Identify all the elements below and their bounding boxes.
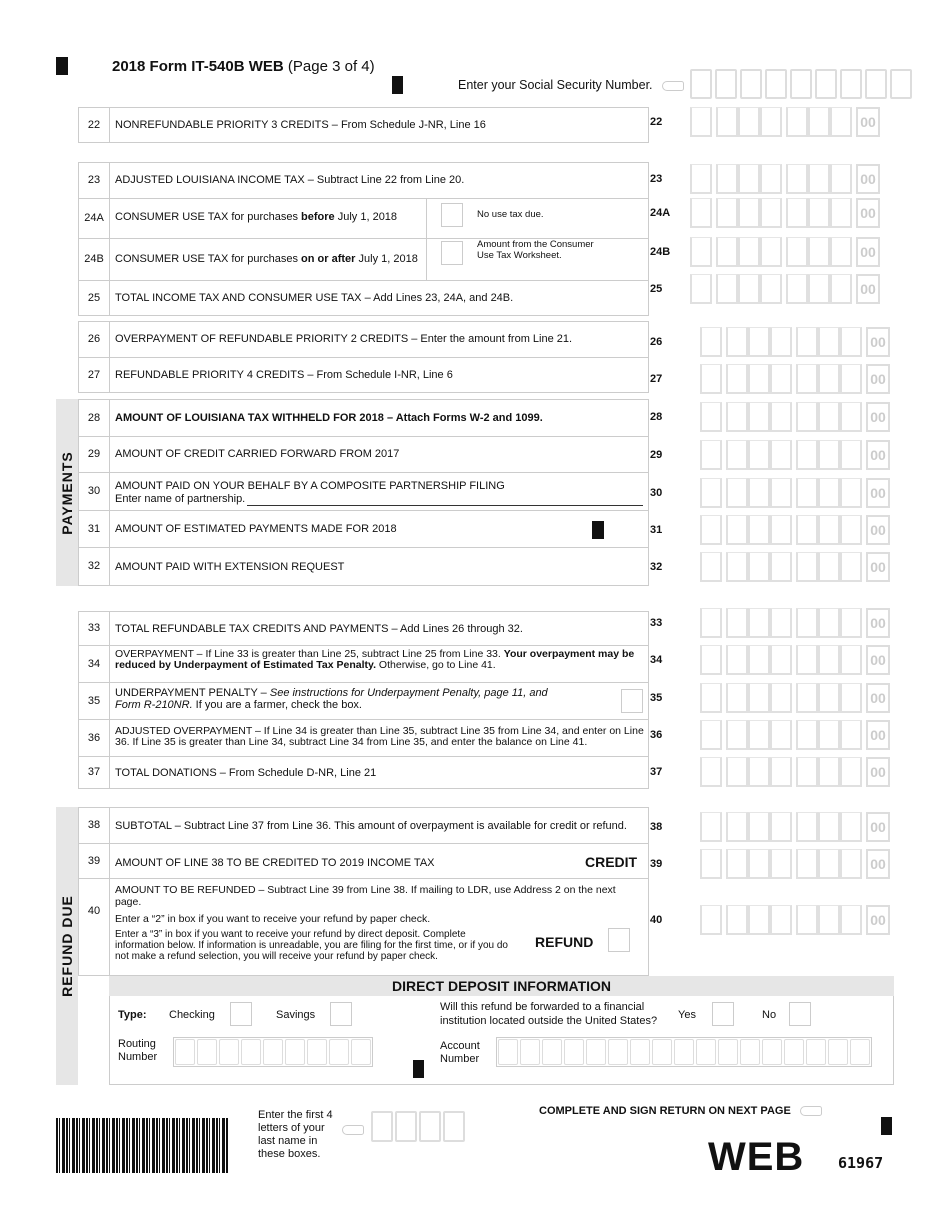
line-text: TOTAL INCOME TAX AND CONSUMER USE TAX – Add Lines 23, 24A, and 24B. (115, 292, 514, 304)
line-number-right: 35 (650, 692, 663, 704)
line-35-row (78, 682, 649, 720)
line-text: SUBTOTAL – Subtract Line 37 from Line 36. This amount of overpayment is available for credit or refund. (115, 820, 627, 832)
amount-input[interactable] (700, 478, 890, 508)
registration-mark (592, 521, 604, 539)
last-name-input[interactable] (371, 1111, 465, 1142)
no-use-tax-label: No use tax due. (477, 209, 544, 220)
amount-input[interactable] (700, 552, 890, 582)
line-number: 25 (79, 281, 110, 315)
web-label: WEB (708, 1135, 805, 1179)
line-number: 34 (79, 646, 110, 682)
cents-box: 00 (866, 608, 890, 638)
cents-box: 00 (866, 440, 890, 470)
cents-box: 00 (856, 237, 880, 267)
line-number: 24B (79, 239, 110, 280)
line-text: AMOUNT PAID WITH EXTENSION REQUEST (115, 561, 345, 573)
registration-mark (392, 76, 403, 94)
line-39-row (78, 843, 649, 879)
line-number: 23 (79, 163, 110, 198)
cents-box: 00 (866, 720, 890, 750)
line-number-right: 32 (650, 561, 663, 573)
amount-input[interactable] (700, 849, 890, 879)
amount-input[interactable] (700, 364, 890, 394)
line-number: 40 (79, 879, 110, 975)
foreign-no-checkbox[interactable] (789, 1002, 811, 1026)
amount-input[interactable] (700, 440, 890, 470)
form-title: 2018 Form IT-540B WEB (Page 3 of 4) (112, 58, 375, 75)
cents-box: 00 (856, 107, 880, 137)
line-number: 31 (79, 511, 110, 547)
checking-label: Checking (169, 1009, 215, 1021)
type-label: Type: (118, 1009, 147, 1021)
line-number-right: 39 (650, 858, 663, 870)
line-text: AMOUNT OF LINE 38 TO BE CREDITED TO 2019 INCOME TAX (115, 857, 435, 869)
line-text: AMOUNT PAID ON YOUR BEHALF BY A COMPOSITE PARTNERSHIP FILING (115, 480, 505, 492)
pointing-hand-icon (342, 1125, 364, 1135)
pointing-hand-icon (662, 81, 684, 91)
amount-input[interactable] (700, 905, 890, 935)
line-27-row (78, 357, 649, 393)
line-number: 32 (79, 548, 110, 585)
line-37-row (78, 756, 649, 789)
cents-box: 00 (866, 402, 890, 432)
line-number: 37 (79, 757, 110, 788)
yes-label: Yes (678, 1009, 696, 1021)
cents-box: 00 (856, 274, 880, 304)
amount-input[interactable] (690, 164, 880, 194)
amount-input[interactable] (700, 812, 890, 842)
line-subtext-deposit: Enter a “3” in box if you want to receive your refund by direct deposit. Complete information below. If information is unreadable, you are filing for the first time, or if you do not make a refund selection, you will receive your refund by paper check. (115, 929, 508, 962)
line-25-row (78, 280, 649, 316)
line-text: AMOUNT OF LOUISIANA TAX WITHHELD FOR 2018 – Attach Forms W-2 and 1099. (115, 412, 543, 424)
refund-due-label: REFUND DUE (59, 895, 75, 997)
last-name-instructions: Enter the first 4 letters of your last name in these boxes. (258, 1109, 333, 1160)
amount-input[interactable] (700, 683, 890, 713)
line-number-right: 33 (650, 617, 663, 629)
line-number-right: 31 (650, 524, 663, 536)
use-tax-worksheet-checkbox[interactable] (441, 241, 463, 265)
cents-box: 00 (866, 364, 890, 394)
amount-input[interactable] (700, 327, 890, 357)
line-text: AMOUNT OF ESTIMATED PAYMENTS MADE FOR 2018 (115, 523, 397, 535)
foreign-question: Will this refund be forwarded to a financial institution located outside the United States? (440, 1001, 658, 1027)
line-text: AMOUNT TO BE REFUNDED – Subtract Line 39 from Line 38. If mailing to LDR, use Address 2 on the next page. (115, 884, 616, 908)
registration-mark (413, 1060, 424, 1078)
use-tax-divider (426, 198, 427, 281)
amount-input[interactable] (690, 198, 880, 228)
barcode (56, 1118, 228, 1173)
amount-input[interactable] (690, 237, 880, 267)
line-number-right: 37 (650, 766, 663, 778)
amount-input[interactable] (700, 645, 890, 675)
no-use-tax-checkbox[interactable] (441, 203, 463, 227)
line-26-row (78, 321, 649, 358)
cents-box: 00 (856, 164, 880, 194)
cents-box: 00 (866, 757, 890, 787)
amount-input[interactable] (700, 608, 890, 638)
line-text: UNDERPAYMENT PENALTY – See instructions for Underpayment Penalty, page 11, and Form R-210NR. If you are a farmer, check the box. (115, 687, 548, 711)
line-40-row (78, 878, 649, 976)
line-text: OVERPAYMENT OF REFUNDABLE PRIORITY 2 CREDITS – Enter the amount from Line 21. (115, 333, 573, 345)
line-number: 35 (79, 683, 110, 719)
cents-box: 00 (866, 327, 890, 357)
line-31-row (78, 510, 649, 548)
savings-checkbox[interactable] (330, 1002, 352, 1026)
ssn-label: Enter your Social Security Number. (458, 78, 653, 92)
foreign-yes-checkbox[interactable] (712, 1002, 734, 1026)
cents-box: 00 (866, 478, 890, 508)
line-23-row (78, 162, 649, 199)
routing-number-input[interactable] (173, 1037, 373, 1067)
complete-sign-note: COMPLETE AND SIGN RETURN ON NEXT PAGE (539, 1105, 791, 1117)
line-text: REFUNDABLE PRIORITY 4 CREDITS – From Schedule I-NR, Line 6 (115, 369, 453, 381)
line-number: 38 (79, 808, 110, 843)
amount-input[interactable] (700, 720, 890, 750)
account-label: Account Number (440, 1040, 480, 1065)
line-number-right: 30 (650, 487, 663, 499)
line-33-row (78, 611, 649, 646)
amount-input[interactable] (690, 274, 880, 304)
ssn-input[interactable] (690, 69, 912, 99)
line-text: CONSUMER USE TAX for purchases on or after July 1, 2018 (115, 253, 418, 265)
amount-input[interactable] (690, 107, 880, 137)
refund-tag: REFUND (535, 934, 594, 950)
line-number-right: 34 (650, 654, 663, 666)
cents-box: 00 (866, 645, 890, 675)
line-29-row (78, 436, 649, 473)
line-number-right: 26 (650, 336, 663, 348)
cents-box: 00 (856, 198, 880, 228)
account-number-input[interactable] (496, 1037, 872, 1067)
line-36-row (78, 719, 649, 757)
line-number: 24A (79, 199, 110, 238)
line-text: ADJUSTED LOUISIANA INCOME TAX – Subtract Line 22 from Line 20. (115, 174, 465, 186)
cents-box: 00 (866, 515, 890, 545)
line-32-row (78, 547, 649, 586)
line-number-right: 27 (650, 373, 663, 385)
line-number: 30 (79, 473, 110, 510)
line-38-row (78, 807, 649, 844)
cents-box: 00 (866, 905, 890, 935)
line-number-right: 28 (650, 411, 663, 423)
line-text: AMOUNT OF CREDIT CARRIED FORWARD FROM 2017 (115, 448, 400, 460)
cents-box: 00 (866, 812, 890, 842)
savings-label: Savings (276, 1009, 316, 1021)
line-number: 27 (79, 358, 110, 392)
line-number: 22 (79, 108, 110, 142)
line-22-row (78, 107, 649, 143)
cents-box: 00 (866, 849, 890, 879)
payments-label: PAYMENTS (59, 451, 75, 535)
cents-box: 00 (866, 552, 890, 582)
line-30-row (78, 472, 649, 511)
routing-label: Routing Number (118, 1038, 158, 1063)
line-number-right: 23 (650, 173, 663, 185)
form-code: 61967 (838, 1154, 884, 1172)
direct-deposit-header: DIRECT DEPOSIT INFORMATION (109, 976, 894, 996)
partnership-name-input[interactable] (247, 505, 643, 506)
line-number-right: 24B (650, 246, 671, 258)
line-number: 39 (79, 844, 110, 878)
line-number-right: 22 (650, 116, 663, 128)
line-number-right: 29 (650, 449, 663, 461)
registration-mark (56, 57, 68, 75)
line-number-right: 38 (650, 821, 663, 833)
line-text: TOTAL REFUNDABLE TAX CREDITS AND PAYMENTS – Add Lines 26 through 32. (115, 623, 523, 635)
line-number: 36 (79, 720, 110, 756)
line-number: 26 (79, 322, 110, 357)
checking-checkbox[interactable] (230, 1002, 252, 1026)
line-text: OVERPAYMENT – If Line 33 is greater than Line 25, subtract Line 25 from Line 33. Your overpayment may be reduced by Underpayment of Estimated Tax Penalty. Otherwise, go to Line 41. (115, 648, 635, 671)
line-number-right: 40 (650, 914, 663, 926)
line-number-right: 36 (650, 729, 663, 741)
line-text: NONREFUNDABLE PRIORITY 3 CREDITS – From Schedule J-NR, Line 16 (115, 119, 486, 131)
no-label: No (762, 1009, 777, 1021)
line-number: 29 (79, 437, 110, 472)
refund-method-box[interactable] (608, 928, 630, 952)
line-number: 33 (79, 612, 110, 645)
amount-input[interactable] (700, 757, 890, 787)
line-text: TOTAL DONATIONS – From Schedule D-NR, Line 21 (115, 767, 377, 779)
credit-tag: CREDIT (585, 854, 638, 870)
registration-mark (881, 1117, 892, 1135)
amount-input[interactable] (700, 515, 890, 545)
use-tax-worksheet-label: Amount from the Consumer Use Tax Worksheet. (477, 239, 594, 261)
line-number-right: 24A (650, 207, 671, 219)
line-subtext: Enter name of partnership. (115, 493, 246, 505)
amount-input[interactable] (700, 402, 890, 432)
farmer-checkbox[interactable] (621, 689, 643, 713)
line-number-right: 25 (650, 283, 663, 295)
line-28-row (78, 399, 649, 437)
line-34-row (78, 645, 649, 683)
line-24a-row (78, 198, 649, 239)
line-subtext-paper: Enter a “2” in box if you want to receive your refund by paper check. (115, 913, 431, 925)
cents-box: 00 (866, 683, 890, 713)
line-number: 28 (79, 400, 110, 436)
pointing-hand-icon (800, 1106, 822, 1116)
line-text: CONSUMER USE TAX for purchases before July 1, 2018 (115, 211, 398, 223)
line-text: ADJUSTED OVERPAYMENT – If Line 34 is greater than Line 35, subtract Line 35 from Line 34, and enter on Line 36. If Line 35 is greater than Line 34, subtract Line 34 from Line 35, and enter the balance on Line 41. (115, 725, 644, 748)
